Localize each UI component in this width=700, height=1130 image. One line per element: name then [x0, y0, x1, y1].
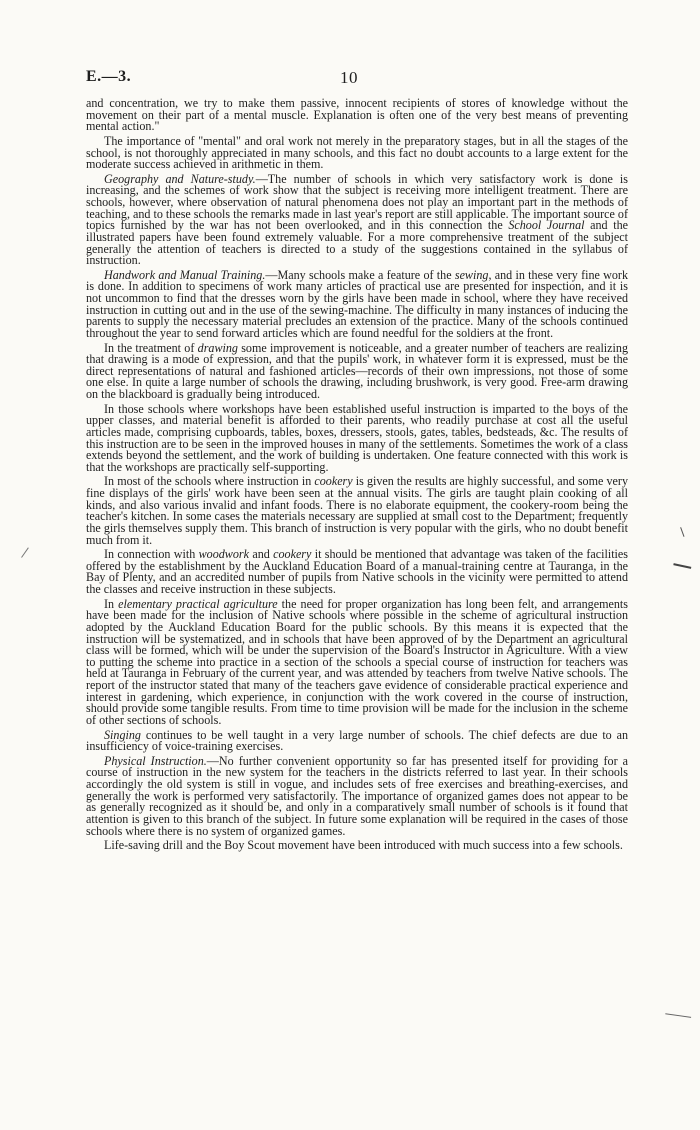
italic-run: Singing	[104, 727, 141, 742]
paragraph	[86, 340, 628, 401]
text-run: and	[249, 547, 274, 562]
margin-pencil-mark	[675, 527, 685, 539]
text-run: continues to be well taught in a very large number of schools. The chief defects are due to an insufficiency of voice-training exercises.	[86, 727, 628, 754]
text-run: and the illustrated papers have been found extremely valuable. For a more comprehensive treatment of the subject generally the attention of teachers is directed to a study of the suggestions contained in the syllabus of instruction.	[86, 218, 628, 268]
page-number: 10	[340, 68, 358, 87]
text-run: some improvement is noticeable, and a greater number of teachers are realizing that drawing is a mode of expression, and that the pupils' work, in whatever form it is expressed, must be the direct representations of natural and fashioned articles—records of their own impressions, not those of some one else. In quite a large number of schools the drawing, including brushwork, is very good. Free-arm drawing on the blackboard is gradually being introduced.	[86, 340, 628, 401]
italic-run: Handwork and Manual Training.	[104, 267, 266, 282]
italic-run: Physical Instruction.	[104, 753, 207, 768]
paragraph	[86, 267, 629, 340]
italic-run: drawing	[197, 340, 238, 355]
paragraph	[86, 171, 628, 268]
paragraph	[86, 476, 628, 546]
text-run: In connection with	[104, 547, 199, 562]
document-series-code: E.—3.	[86, 68, 132, 85]
text-run: —No further convenient opportunity so far has presented itself for providing for a course of instruction in the new system for the teachers in the districts referred to last year. In their schools accordingly the old system is still in vogue, and includes sets of free exercises and breathing-exercises, and generally the work is performed very satisfactorily. The importance of organized games does not appear to be as generally recognized as it should be, and only in a comparatively small number of schools is it found that attention is given to this branch of the subject. In future some explanation will be required in the cases of those schools where there is no system of organized games.	[86, 753, 629, 838]
text-run: Life-saving drill and the Boy Scout movement have been introduced with much success into a few schools.	[104, 838, 623, 853]
text-run: , and in these very fine work is done. In addition to specimens of work many articles of practical use are presented for inspection, and it is not uncommon to find that the dresses worn by the girls have been made in school, where they have received instruction in cutting out and in the use of the sewing-machine. The difficulty in many instances of inducing the parents to supply the necessary material precludes an extension of the practice. Many of the schools continued throughout the year to send forward articles which are found needful for the soldiers at the front.	[86, 267, 629, 340]
text-run: —Many schools make a feature of the	[265, 267, 455, 282]
text-run: The importance of "mental" and oral work not merely in the preparatory stages, but in all the stages of the school, is not thoroughly appreciated in many schools, and this fact no doubt accounts to a large extent for the moderate success achieved in arithmetic in them.	[86, 133, 628, 172]
italic-run: woodwork	[198, 547, 249, 562]
paragraph	[86, 401, 628, 474]
paragraph	[86, 98, 628, 133]
italic-run: cookery	[314, 474, 353, 489]
italic-run: Geography and Nature-study.	[104, 171, 256, 186]
text-run: it should be mentioned that advantage was taken of the facilities offered by the establishment by the Auckland Education Board of a manual-training centre at Tauranga, in the Bay of Plenty, and an accredited number of pupils from Native schools in the vicinity were permitted to attend the classes and receive instruction in these subjects.	[86, 547, 628, 596]
page-header	[86, 68, 626, 90]
text-run: In the treatment of	[104, 340, 198, 355]
text-run: is given the results are highly successful, and some very fine displays of the girls' work have been seen at the annual visits. The girls are taught plain cooking of all kinds, and also various invalid and infant foods. There is no elaborate equipment, the cookery-room being the teacher's kitchen. In some cases the materials necessary are supplied at small cost to the Department; frequently the girls themselves supply them. This branch of instruction is very popular with the girls, who no doubt benefit much from it.	[86, 474, 628, 547]
text-run: and concentration, we try to make them passive, innocent recipients of stores of knowledge without the movement on their part of a mental muscle. Explanation is often one of the very best means of preventing mental action."	[86, 96, 628, 134]
paragraph	[86, 133, 628, 172]
text-run: In those schools where workshops have been established useful instruction is imparted to the boys of the upper classes, and material benefit is afforded to their parents, who readily purchase at cost all the useful articles made, comprising cupboards, tables, boxes, dressers, stools, gates, tables, bedsteads, &c. The results of this instruction are to be seen in the improved houses in many of the settlements. Sometimes the work of a class extends beyond the settlement, and the work of building is undertaken. One feature connected with this work is that the workshops are practically self-supporting.	[86, 401, 628, 474]
italic-run: cookery	[273, 547, 312, 562]
text-run: In most of the schools where instruction in	[104, 474, 315, 489]
margin-pencil-mark	[21, 547, 33, 560]
paragraph	[86, 549, 628, 596]
body-text	[86, 98, 628, 852]
paragraph	[86, 596, 628, 727]
text-run: the need for proper organization has long been felt, and arrangements have been made for the inclusion of Native schools where possible in the scheme of agricultural instruction adopted by the Auckland Education Board for the public schools. By this means it is expected that the instruction will be systematized, and in schools that have been approved of by the Department an agricultural class will be formed, which will be under the supervision of the Board's Instructor in Agriculture. With a view to putting the scheme into practice in a section of the schools a special course of instruction for teachers was held at Tauranga in February of the current year, and was attended by teachers from twelve Native schools. The report of the instructor stated that many of the teachers gave evidence of considerable practical experience and interest in gardening, which experience, in conjunction with the work covered in the course of instruction, should provide some tangible results. From time to time provision will be made for the inclusion in the scheme of other sections of schools.	[86, 596, 628, 727]
text-run: —The number of schools in which very satisfactory work is done is increasing, and the schemes of work show that the subject is receiving more intelligent treatment. There are schools, however, where observation of natural phenomena does not play an important part in the methods of teaching, and to these schools the remarks made in last year's report are still applicable. The important source of topics furnished by the war has not been overlooked, and in this connection the	[86, 171, 628, 233]
italic-run: sewing	[454, 267, 489, 282]
paragraph	[86, 727, 628, 754]
paragraph	[86, 840, 628, 852]
italic-run: elementary practical agriculture	[118, 596, 278, 611]
paragraph	[86, 753, 629, 838]
text-run: In	[104, 596, 119, 611]
italic-run: School Journal	[508, 218, 585, 233]
margin-pencil-mark	[665, 1013, 691, 1021]
margin-pencil-mark	[673, 563, 692, 572]
